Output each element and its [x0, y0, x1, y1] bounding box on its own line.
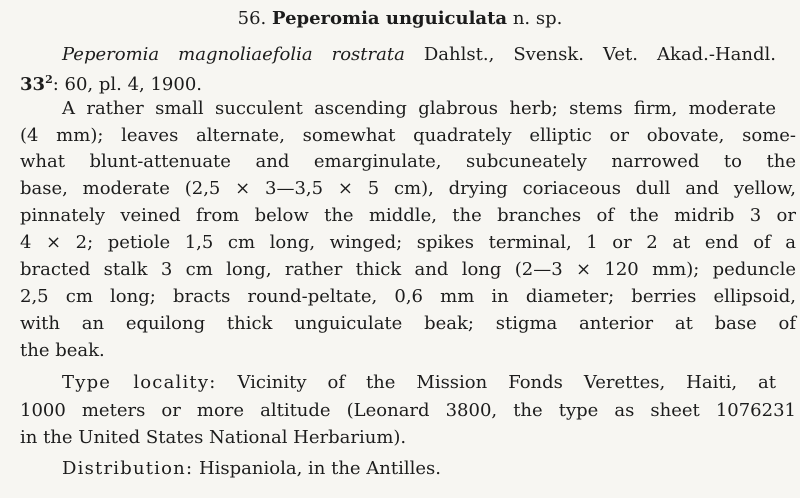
synonym-line-1	[62, 44, 776, 66]
synonym-citation: Dahlst., Svensk. Vet. Akad.-Handl.	[423, 44, 776, 65]
species-name: Peperomia unguiculata	[272, 8, 508, 29]
synonym-volume-sup: 2	[45, 73, 53, 86]
description-line: (4 mm); leaves alternate, somewhat quadrately elliptic or obovate, some-	[20, 125, 796, 146]
description-line: bracted stalk 3 cm long, rather thick and long (2—3 × 120 mm); peduncle	[20, 259, 796, 280]
description-line: with an equilong thick unguiculate beak; stigma anterior at base of	[20, 313, 796, 334]
species-heading	[0, 8, 800, 30]
description-line: A rather small succulent ascending glabrous herb; stems firm, moderate	[62, 98, 776, 119]
type-locality-line: in the United States National Herbarium).	[20, 427, 407, 448]
distribution-line	[62, 458, 441, 480]
synonym-pages: : 60, pl. 4, 1900.	[52, 74, 203, 95]
species-number: 56.	[237, 8, 267, 29]
synonym-volume: 33	[20, 74, 46, 95]
species-status: n. sp.	[512, 8, 563, 29]
type-locality-line-1	[62, 372, 776, 394]
distribution-label: Distribution:	[62, 458, 194, 479]
distribution-text: Hispaniola, in the Antilles.	[198, 458, 442, 479]
description-line: pinnately veined from below the middle, the branches of the midrib 3 or	[20, 205, 796, 226]
type-locality-text: Vicinity of the Mission Fonds Verettes, Haiti, at	[237, 372, 776, 393]
description-line: what blunt-attenuate and emarginulate, subcuneately narrowed to the	[20, 151, 796, 172]
synonym-name: Peperomia magnoliaefolia rostrata	[62, 44, 405, 65]
description-line: the beak.	[20, 340, 105, 361]
description-line: 2,5 cm long; bracts round-peltate, 0,6 mm in diameter; berries ellipsoid,	[20, 286, 796, 307]
type-locality-label: Type locality:	[62, 372, 217, 393]
description-line: 4 × 2; petiole 1,5 cm long, winged; spikes terminal, 1 or 2 at end of a	[20, 232, 796, 253]
description-line: base, moderate (2,5 × 3—3,5 × 5 cm), drying coriaceous dull and yellow,	[20, 178, 796, 199]
synonym-line-2	[20, 74, 202, 96]
type-locality-line: 1000 meters or more altitude (Leonard 3800, the type as sheet 1076231	[20, 400, 796, 421]
